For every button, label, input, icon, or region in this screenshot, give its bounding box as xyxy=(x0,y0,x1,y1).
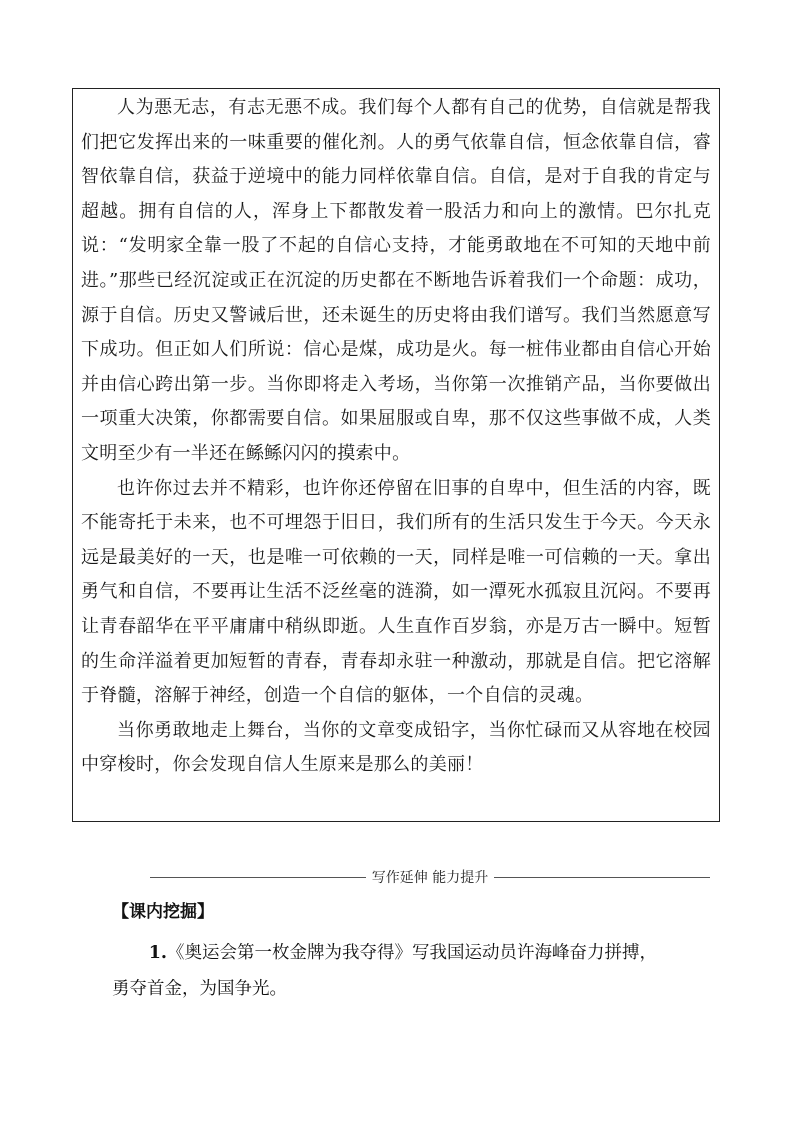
essay-paragraph-2-text: 也许你过去并不精彩，也许你还停留在旧事的自卑中，但生活的内容，既不能寄托于未来，也不可埋怨于旧日，我们所有的生活只发生于今天。今天永远是最美好的一天，也是唯一可依赖的一天，同样是唯一可信赖的一天。拿出勇气和自信，不要再让生活不泛丝毫的涟漪，如一潭死水孤寂且沉闷。不要再让青春韶华在平平庸庸中稍纵即逝。人生直作百岁翁，亦是万古一瞬中。短暂的生命洋溢着更加短暂的青春，青春却永驻一种激动，那就是自信。把它溶解于脊髓，溶解于神经，创造一个自信的躯体，一个自信的灵魂。 xyxy=(81,477,711,707)
section-divider xyxy=(150,866,710,888)
essay-paragraph-1-text: 人为悪无志，有志无悪不成。我们每个人都有自己的优势，自信就是帮我们把它发挥出来的一味重要的催化剂。人的勇气依靠自信，恒念依靠自信，睿智依靠自信，获益于逆境中的能力同样依靠自信。自信，是对于自我的肯定与超越。拥有自信的人，浑身上下都散发着一股活力和向上的激情。巴尔扎克说：“发明家全靠一股了不起的自信心支持，才能勇敢地在不可知的天地中前进。”那些已经沉淀或正在沉淀的历史都在不断地告诉着我们一个命题：成功，源于自信。历史又警诫后世，还未诞生的历史将由我们谱写。我们当然愿意写下成功。但正如人们所说：信心是煤，成功是火。每一桩伟业都由自信心开始并由信心跨出第一步。当你即将走入考场，当你第一次推销产品，当你要做出一项重大决策，你都需要自信。如果屈服或自卑，那不仅这些事做不成，人类文明至少有一半还在鲧鲧闪闪的摸索中。 xyxy=(81,97,711,464)
essay-paragraph-3 xyxy=(81,714,711,783)
essay-paragraph-1 xyxy=(81,91,711,472)
divider-line-left xyxy=(150,877,366,878)
exercise-item-number: 1. xyxy=(148,943,168,963)
exercise-item xyxy=(112,935,672,1007)
essay-box xyxy=(72,88,720,822)
essay-paragraph-2 xyxy=(81,472,711,714)
divider-label: 写作延伸 能力提升 xyxy=(371,870,489,886)
essay-paragraph-3-text: 当你勇敢地走上舞台，当你的文章变成铅字，当你忙碌而又从容地在校园中穿梭时，你会发现自信人生原来是那么的美丽！ xyxy=(81,719,711,776)
exercise-item-text: 《奥运会第一枚金牌为我夺得》写我国运动员许海峰奋力拼搏，勇夺首金，为国争光。 xyxy=(112,943,658,999)
section-heading: 【课内挖掘】 xyxy=(112,902,214,922)
divider-line-right xyxy=(494,877,710,878)
